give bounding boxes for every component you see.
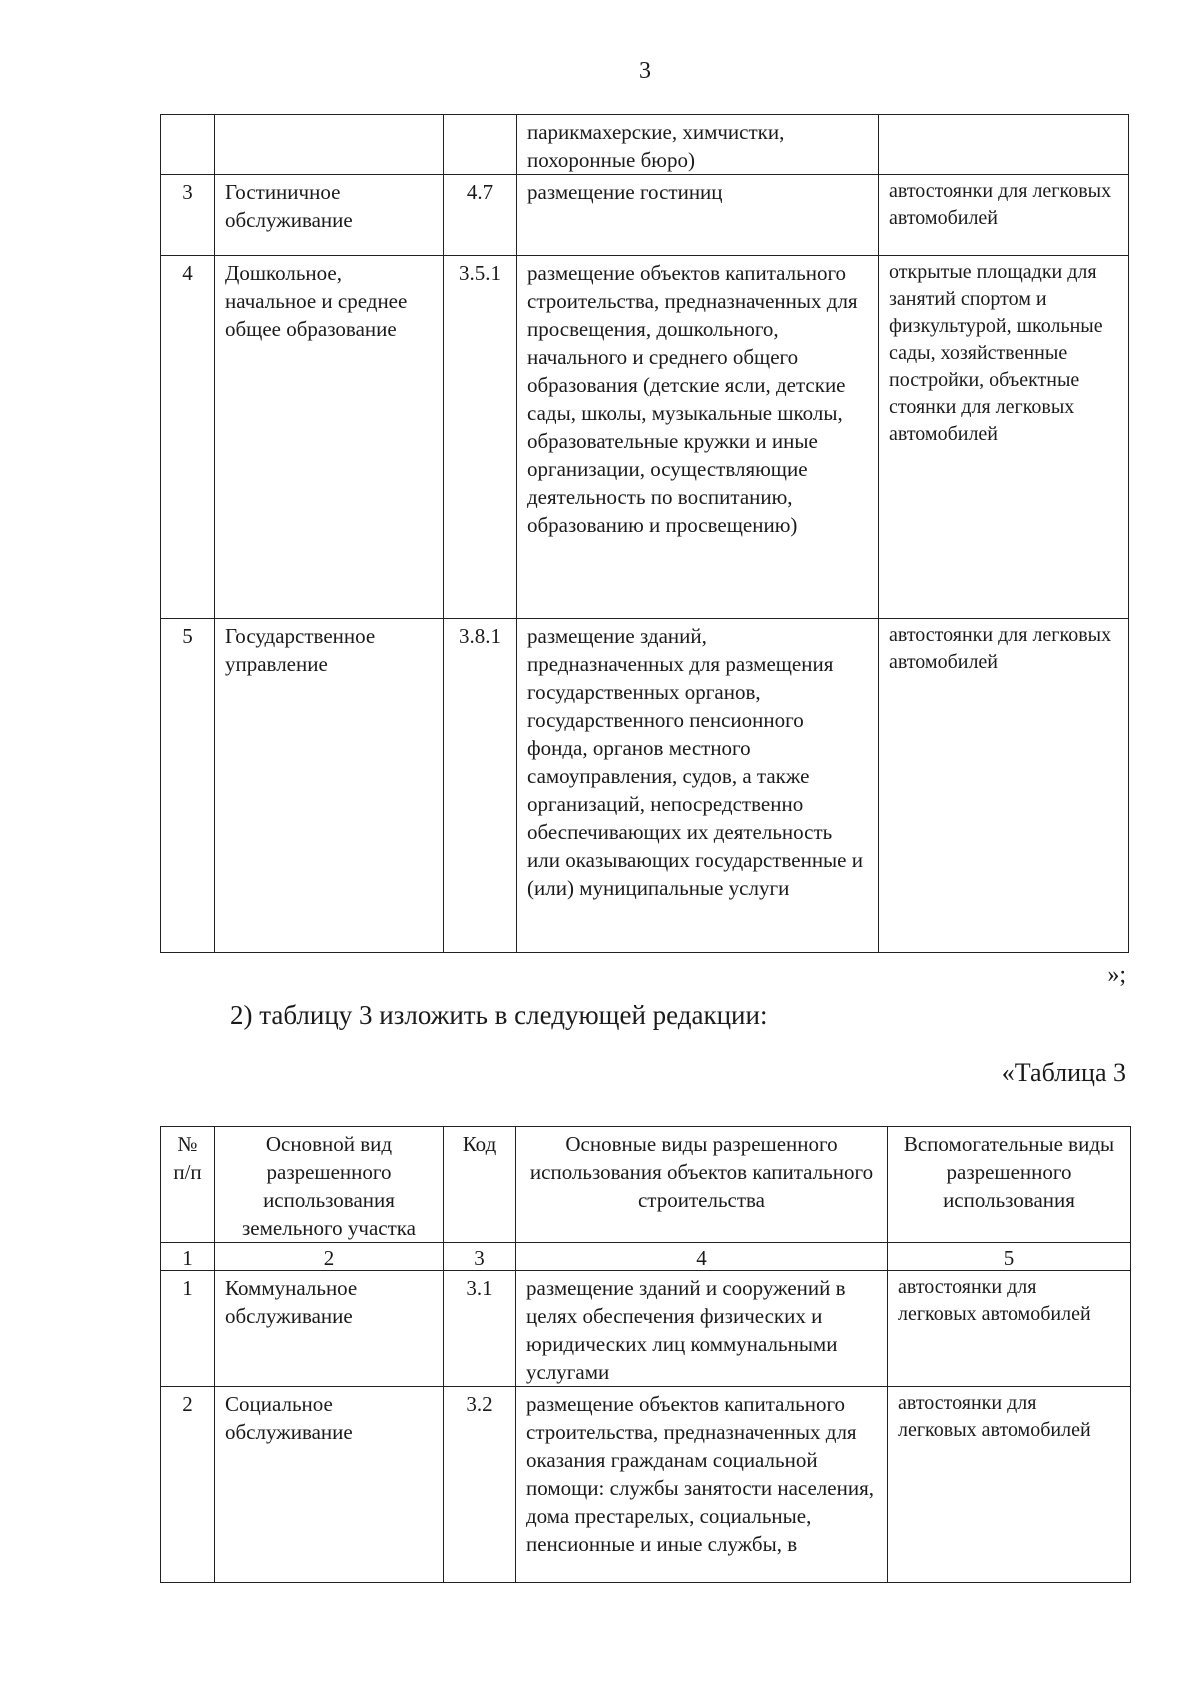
table-caption: «Таблица 3 — [1001, 1058, 1126, 1087]
use-code: 3.5.1 — [444, 256, 517, 619]
auxiliary-use-description: открытые площадки для занятий спортом и физкультурой, школьные сады, хозяйственные постройки, объектные стоянки для легковых автомобилей — [879, 256, 1129, 619]
table-row — [161, 619, 1129, 953]
auxiliary-use-description: автостоянки для легковых автомобилей — [879, 619, 1129, 953]
column-index: 3 — [444, 1243, 516, 1271]
column-index: 1 — [161, 1243, 215, 1271]
use-code: 3.8.1 — [444, 619, 517, 953]
auxiliary-use-description: автостоянки для легковых автомобилей — [888, 1271, 1131, 1387]
primary-use-name: Гостиничное обслуживание — [215, 175, 444, 256]
header-primary-use: Основной вид разрешенного использования земельного участка — [215, 1127, 444, 1243]
land-use-table-continued — [160, 114, 1129, 953]
use-code: 4.7 — [444, 175, 517, 256]
row-number: 4 — [161, 256, 215, 619]
header-row-number: № п/п — [161, 1127, 215, 1243]
primary-use-name — [215, 115, 444, 175]
main-use-description: размещение объектов капитального строительства, предназначенных для оказания гражданам социальной помощи: службы занятости населения, дома престарелых, социальные, пенсионные и иные службы, в — [516, 1387, 888, 1583]
table-row — [161, 175, 1129, 256]
page-number: 3 — [639, 58, 651, 84]
main-use-description: парикмахерские, химчистки, похоронные бюро) — [517, 115, 879, 175]
table-row — [161, 256, 1129, 619]
use-code: 3.1 — [444, 1271, 516, 1387]
column-index: 5 — [888, 1243, 1131, 1271]
auxiliary-use-description: автостоянки для легковых автомобилей — [888, 1387, 1131, 1583]
main-use-description: размещение объектов капитального строительства, предназначенных для просвещения, дошкольного, начального и среднего общего образования (детские ясли, детские сады, школы, музыкальные школы, образовательные кружки и иные организации, осуществляющие деятельность по воспитанию, образованию и просвещению) — [517, 256, 879, 619]
column-index: 4 — [516, 1243, 888, 1271]
table-row — [161, 1387, 1131, 1583]
land-use-table-3 — [160, 1126, 1131, 1583]
main-use-description: размещение зданий и сооружений в целях обеспечения физических и юридических лиц коммунальными услугами — [516, 1271, 888, 1387]
primary-use-name: Коммунальное обслуживание — [215, 1271, 444, 1387]
auxiliary-use-description: автостоянки для легковых автомобилей — [879, 175, 1129, 256]
main-use-description: размещение зданий, предназначенных для размещения государственных органов, государственного пенсионного фонда, органов местного самоуправления, судов, а также организаций, непосредственно обеспечивающих их деятельность или оказывающих государственные и (или) муниципальные услуги — [517, 619, 879, 953]
row-number: 5 — [161, 619, 215, 953]
column-index-row — [161, 1243, 1131, 1271]
row-number — [161, 115, 215, 175]
table-header-row — [161, 1127, 1131, 1243]
row-number: 1 — [161, 1271, 215, 1387]
primary-use-name: Дошкольное, начальное и среднее общее образование — [215, 256, 444, 619]
table-row — [161, 1271, 1131, 1387]
auxiliary-use-description — [879, 115, 1129, 175]
header-code: Код — [444, 1127, 516, 1243]
header-main-uses: Основные виды разрешенного использования объектов капитального строительства — [516, 1127, 888, 1243]
closing-quote: »; — [1107, 962, 1126, 988]
main-use-description: размещение гостиниц — [517, 175, 879, 256]
row-number: 2 — [161, 1387, 215, 1583]
primary-use-name: Социальное обслуживание — [215, 1387, 444, 1583]
table-row — [161, 115, 1129, 175]
row-number: 3 — [161, 175, 215, 256]
use-code: 3.2 — [444, 1387, 516, 1583]
column-index: 2 — [215, 1243, 444, 1271]
primary-use-name: Государственное управление — [215, 619, 444, 953]
use-code — [444, 115, 517, 175]
amendment-instruction: 2) таблицу 3 изложить в следующей редакции: — [230, 1000, 768, 1030]
header-auxiliary-uses: Вспомогательные виды разрешенного использования — [888, 1127, 1131, 1243]
